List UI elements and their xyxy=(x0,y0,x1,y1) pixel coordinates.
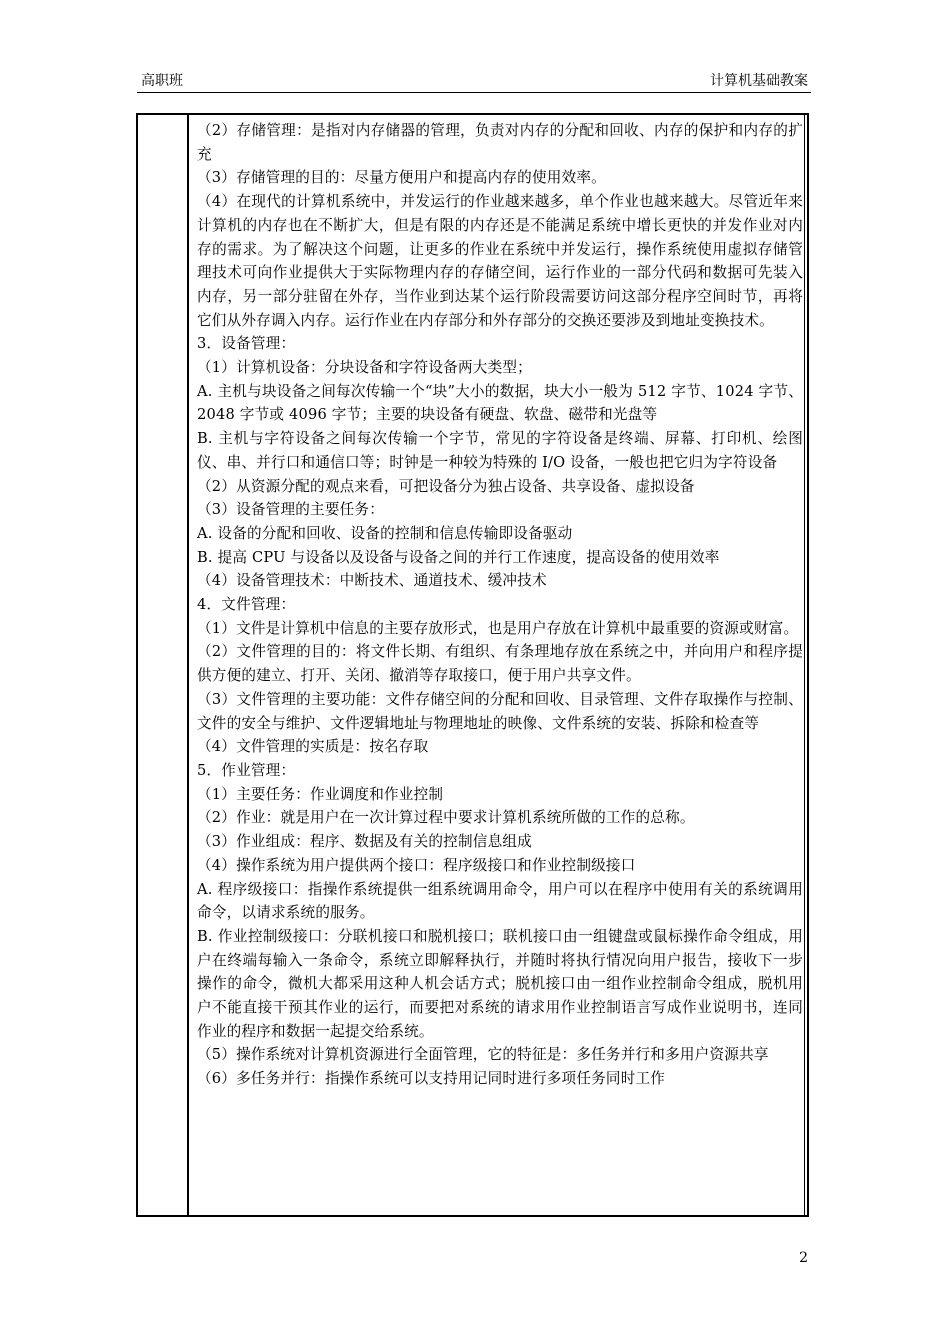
paragraph: （2）文件管理的目的：将文件长期、有组织、有条理地存放在系统之中，并向用户和程序提供方便的建立、打开、关闭、撤消等存取接口，便于用户共享文件。 xyxy=(197,643,803,685)
paragraph: （4）在现代的计算机系统中，并发运行的作业越来越多，单个作业也越来越大。尽管近年来计算机的内存也在不断扩大，但是有限的内存还是不能满足系统中增长更快的并发作业对内存的需求。为了解决这个问题，让更多的作业在系统中并发运行，操作系统使用虚拟存储管理技术可向作业提供大于实际物理内存的存储空间，运行作业的一部分代码和数据可先装入内存，另一部分驻留在外存，当作业到达某个运行阶段需要访问这部分程序空间时节，再将它们从外存调入内存。运行作业在内存部分和外存部分的交换还要涉及到地址变换技术。 xyxy=(197,193,803,329)
header-right: 计算机基础教案 xyxy=(710,73,808,89)
paragraph: （6）多任务并行：指操作系统可以支持用记同时进行多项任务同时工作 xyxy=(197,1070,666,1088)
section-heading: 4．文件管理： xyxy=(197,596,296,614)
paragraph: A. 程序级接口：指操作系统提供一组系统调用命令，用户可以在程序中使用有关的系统调用命令，以请求系统的服务。 xyxy=(197,880,803,922)
paragraph: （2）存储管理：是指对内存储器的管理，负责对内存的分配和回收、内存的保护和内存的扩充 xyxy=(197,122,803,163)
paragraph: （3）文件管理的主要功能：文件存储空间的分配和回收、目录管理、文件存取操作与控制、文件的安全与维护、文件逻辑地址与物理地址的映像、文件系统的安装、拆除和检查等 xyxy=(197,690,803,732)
paragraph: （4）设备管理技术：中断技术、通道技术、缓冲技术 xyxy=(197,572,547,590)
column-divider xyxy=(187,115,189,1215)
paragraph: （3）作业组成：程序、数据及有关的控制信息组成 xyxy=(197,833,532,851)
page-number: 2 xyxy=(799,1250,808,1266)
paragraph: （2）作业：就是用户在一次计算过程中要求计算机系统所做的工作的总称。 xyxy=(197,809,695,827)
paragraph: （3）存储管理的目的：尽量方便用户和提高内存的使用效率。 xyxy=(197,169,606,187)
paragraph: A. 设备的分配和回收、设备的控制和信息传输即设备驱动 xyxy=(197,524,573,542)
paragraph: （3）设备管理的主要任务： xyxy=(197,501,385,519)
paragraph: B. 主机与字符设备之间每次传输一个字节，常见的字符设备是终端、屏幕、打印机、绘图仪、串、并行口和通信口等；时钟是一种较为特殊的 I/O 设备，一般也把它归为字符设备 xyxy=(197,430,803,471)
header-rule xyxy=(137,92,811,93)
paragraph: B. 作业控制级接口：分联机接口和脱机接口；联机接口由一组键盘或鼠标操作命令组成，用户在终端每输入一条命令，系统立即解释执行，并随时将执行情况向用户报告，接收下一步操作的命令，微机大都采用这种人机会话方式；脱机接口由一组作业控制命令组成，脱机用户不能直接干预其作业的运行，而要把对系统的请求用作业控制语言写成作业说明书，连同作业的程序和数据一起提交给系统。 xyxy=(197,927,803,1040)
header-left: 高职班 xyxy=(141,73,183,89)
paragraph: （4）操作系统为用户提供两个接口：程序级接口和作业控制级接口 xyxy=(197,856,636,874)
paragraph: B. 提高 CPU 与设备以及设备与设备之间的并行工作速度，提高设备的使用效率 xyxy=(197,548,720,566)
content-table xyxy=(136,113,809,1217)
paragraph: （1）主要任务：作业调度和作业控制 xyxy=(197,785,444,803)
content-cell xyxy=(197,119,803,1091)
paragraph: A. 主机与块设备之间每次传输一个“块”大小的数据，块大小一般为 512 字节、1024 字节、2048 字节或 4096 字节；主要的块设备有硬盘、软盘、磁带和光盘等 xyxy=(197,382,803,424)
paragraph: （2）从资源分配的观点来看，可把设备分为独占设备、共享设备、虚拟设备 xyxy=(197,477,695,495)
paragraph: （4）文件管理的实质是：按名存取 xyxy=(197,738,429,756)
inner-border xyxy=(804,115,805,1215)
paragraph: （1）计算机设备：分块设备和字符设备两大类型； xyxy=(197,359,532,377)
paragraph: （1）文件是计算机中信息的主要存放形式，也是用户存放在计算机中最重要的资源或财富。 xyxy=(197,619,799,637)
section-heading: 3．设备管理： xyxy=(197,335,296,353)
section-heading: 5．作业管理： xyxy=(197,761,296,779)
paragraph: （5）操作系统对计算机资源进行全面管理，它的特征是：多任务并行和多用户资源共享 xyxy=(197,1046,769,1064)
